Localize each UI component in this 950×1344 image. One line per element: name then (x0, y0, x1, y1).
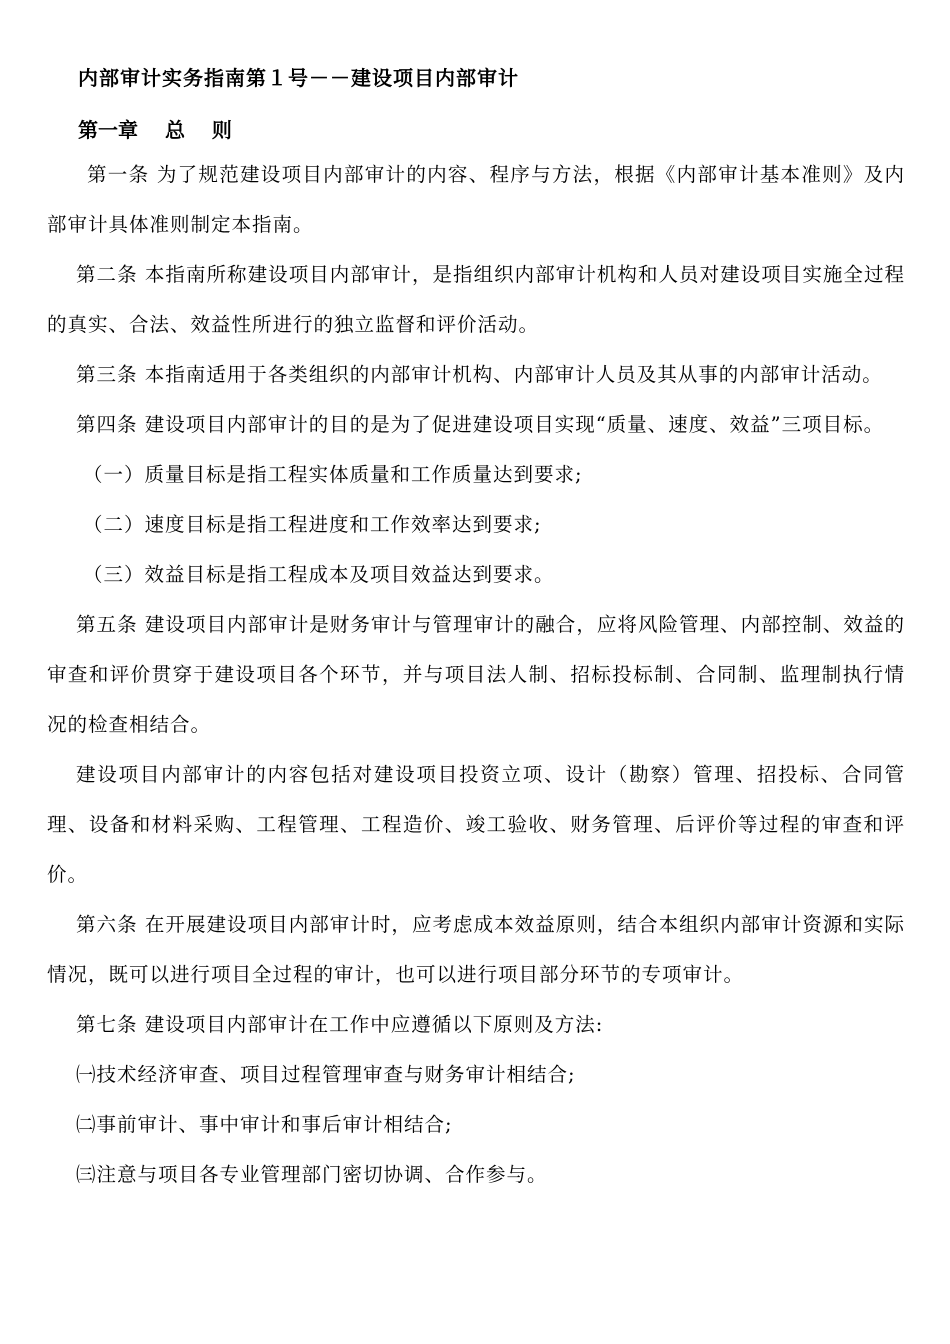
goal-benefit: （三）效益目标是指工程成本及项目效益达到要求。 (83, 563, 555, 586)
chapter-heading: 第一章 总 则 (78, 118, 232, 142)
document-title: 内部审计实务指南第１号－－建设项目内部审计 (78, 66, 519, 90)
principle-2: ㈡事前审计、事中审计和事后审计相结合; (76, 1113, 453, 1136)
principle-3: ㈢注意与项目各专业管理部门密切协调、合作参与。 (76, 1163, 548, 1186)
article-4: 第四条 建设项目内部审计的目的是为了促进建设项目实现“质量、速度、效益”三项目标。 (76, 413, 885, 436)
article-2: 第二条 本指南所称建设项目内部审计，是指组织内部审计机构和人员对建设项目实施全过程的真实、合法、效益性所进行的独立监督和评价活动。 (47, 263, 905, 336)
goal-speed: （二）速度目标是指工程进度和工作效率达到要求; (83, 513, 542, 536)
goal-quality: （一）质量目标是指工程实体质量和工作质量达到要求; (83, 463, 583, 486)
article-1: 第一条 为了规范建设项目内部审计的内容、程序与方法，根据《内部审计基本准则》及内部审计具体准则制定本指南。 (47, 163, 905, 236)
article-6: 第六条 在开展建设项目内部审计时，应考虑成本效益原则，结合本组织内部审计资源和实际情况，既可以进行项目全过程的审计，也可以进行项目部分环节的专项审计。 (47, 913, 905, 986)
document-body (47, 150, 905, 1200)
article-5: 第五条 建设项目内部审计是财务审计与管理审计的融合，应将风险管理、内部控制、效益的审查和评价贯穿于建设项目各个环节，并与项目法人制、招标投标制、合同制、监理制执行情况的检查相结合。 (47, 613, 905, 736)
principle-1: ㈠技术经济审查、项目过程管理审查与财务审计相结合; (76, 1063, 576, 1086)
article-5-content: 建设项目内部审计的内容包括对建设项目投资立项、设计（勘察）管理、招投标、合同管理、设备和材料采购、工程管理、工程造价、竣工验收、财务管理、后评价等过程的审查和评价。 (47, 763, 905, 886)
article-7: 第七条 建设项目内部审计在工作中应遵循以下原则及方法: (76, 1013, 604, 1036)
article-3: 第三条 本指南适用于各类组织的内部审计机构、内部审计人员及其从事的内部审计活动。 (76, 363, 883, 386)
